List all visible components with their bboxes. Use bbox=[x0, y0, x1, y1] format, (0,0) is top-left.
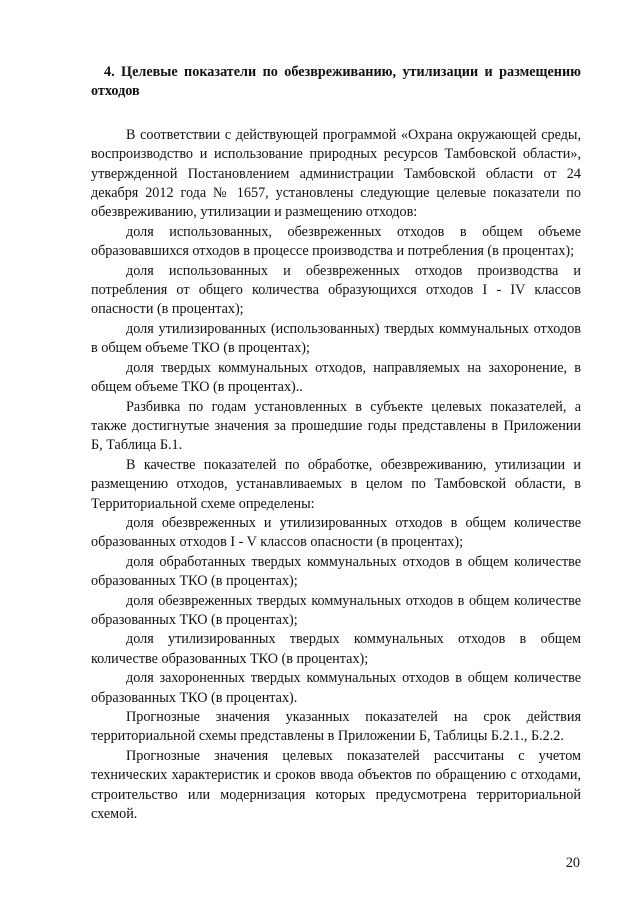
section-heading: 4. Целевые показатели по обезвреживанию, утилизации и размещению отходов bbox=[91, 64, 581, 100]
paragraph-scheme-indicator-5: доля захороненных твердых коммунальных отходов в общем количестве образованных ТКО (в процентах). bbox=[91, 670, 581, 706]
paragraph-indicator-4: доля твердых коммунальных отходов, направляемых на захоронение, в общем объеме ТКО (в процентах).. bbox=[91, 359, 581, 396]
paragraph-breakdown-by-year: Разбивка по годам установленных в субъекте целевых показателей, а также достигнутые значения за прошедшие годы представлены в Приложении Б, Таблица Б.1. bbox=[91, 398, 581, 454]
paragraph-indicator-3: доля утилизированных (использованных) твердых коммунальных отходов в общем объеме ТКО (в процентах); bbox=[91, 320, 581, 357]
paragraph-forecast-calculation: Прогнозные значения целевых показателей рассчитаны с учетом технических характеристик и сроков ввода объектов по обращению с отходами, строительство или модернизация которых предусмотрена территориальной схемой. bbox=[91, 747, 581, 823]
page-content bbox=[91, 63, 581, 824]
paragraph-scheme-indicator-1: доля обезвреженных и утилизированных отходов в общем количестве образованных отходов I - V классов опасности (в процентах); bbox=[91, 514, 581, 551]
paragraph-scheme-indicator-3: доля обезвреженных твердых коммунальных отходов в общем количестве образованных ТКО (в процентах); bbox=[91, 592, 581, 628]
paragraph-scheme-indicator-2: доля обработанных твердых коммунальных отходов в общем количестве образованных ТКО (в процентах); bbox=[91, 553, 581, 590]
paragraph-indicator-1: доля использованных, обезвреженных отходов в общем объеме образовавшихся отходов в процессе производства и потребления (в процентах); bbox=[91, 223, 581, 260]
paragraph-program-reference: В соответствии с действующей программой «Охрана окружающей среды, воспроизводство и использование природных ресурсов Тамбовской области», утвержденной Постановлением администрации Тамбовской области от 24 декабря 2012 года № 1657, установлены следующие целевые показатели по обезвреживанию, утилизации и размещению отходов: bbox=[91, 126, 581, 221]
paragraph-forecast-values: Прогнозные значения указанных показателей на срок действия территориальной схемы представлены в Приложении Б, Таблицы Б.2.1., Б.2.2. bbox=[91, 709, 581, 745]
page-number: 20 bbox=[565, 855, 580, 871]
paragraph-scheme-indicator-4: доля утилизированных твердых коммунальных отходов в общем количестве образованных ТКО (в процентах); bbox=[91, 631, 581, 667]
paragraph-scheme-indicators-intro: В качестве показателей по обработке, обезвреживанию, утилизации и размещению отходов, устанавливаемых в целом по Тамбовской области, в Территориальной схеме определены: bbox=[91, 456, 581, 512]
paragraph-indicator-2: доля использованных и обезвреженных отходов производства и потребления от общего количества образующихся отходов I - IV классов опасности (в процентах); bbox=[91, 262, 581, 318]
